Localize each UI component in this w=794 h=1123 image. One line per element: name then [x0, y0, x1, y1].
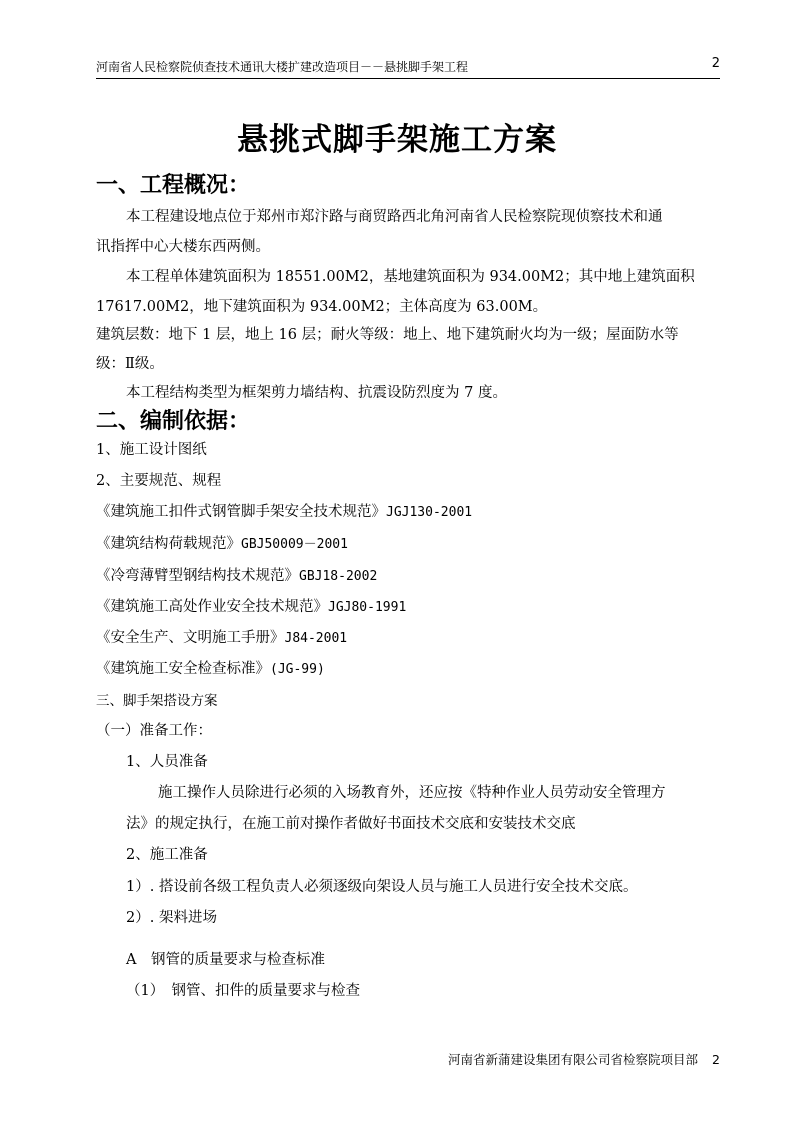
footer-page-number: 2	[712, 1052, 720, 1067]
list-item: 1）. 搭设前各级工程负责人必须逐级向架设人员与施工人员进行安全技术交底。	[126, 879, 638, 895]
paragraph-line: 本工程单体建筑面积为 18551.00M2，基地建筑面积为 934.00M2；其中地上建筑面积	[126, 269, 695, 285]
section-heading-2: 二、编制依据：	[96, 409, 251, 434]
section-heading-3: 三、脚手架搭设方案	[96, 693, 218, 709]
subsection-heading: （一）准备工作：	[96, 723, 212, 739]
header-page-number: 2	[711, 56, 720, 71]
spec-item	[96, 500, 472, 521]
spec-item	[96, 595, 406, 616]
paragraph-line: 施工操作人员除进行必须的入场教育外，还应按《特种作业人员劳动安全管理方	[158, 785, 666, 801]
paragraph-line: 讯指挥中心大楼东西两侧。	[96, 239, 270, 255]
list-item: 1、人员准备	[126, 754, 208, 770]
header-title: 河南省人民检察院侦查技术通讯大楼扩建改造项目－－悬挑脚手架工程	[96, 60, 469, 74]
spec-code: JGJ130-2001	[386, 505, 473, 520]
paragraph-line: 建筑层数：地下 1 层，地上 16 层；耐火等级：地上、地下建筑耐火均为一级；屋面防水等	[96, 327, 679, 343]
footer-company: 河南省新蒲建设集团有限公司省检察院项目部	[448, 1052, 699, 1067]
spec-item	[96, 626, 347, 647]
list-item: 1、施工设计图纸	[96, 442, 207, 458]
spec-code: (JG-99)	[270, 662, 325, 677]
page-header	[96, 56, 720, 79]
section-heading-1: 一、工程概况：	[96, 173, 251, 198]
spec-name: 《建筑施工安全检查标准》	[96, 661, 270, 677]
page-footer	[448, 1050, 720, 1068]
paragraph-line: 本工程结构类型为框架剪力墙结构、抗震设防烈度为 7 度。	[126, 385, 507, 401]
spec-item	[96, 564, 377, 585]
spec-code: GBJ18-2002	[299, 569, 378, 584]
list-item: A 钢管的质量要求与检查标准	[126, 952, 325, 968]
spec-code: J84-2001	[284, 631, 348, 646]
spec-name: 《安全生产、文明施工手册》	[96, 630, 285, 646]
spec-code: GBJ50009－2001	[241, 537, 348, 552]
document-title: 悬挑式脚手架施工方案	[237, 122, 557, 158]
spec-item	[96, 532, 348, 553]
list-item: 2、施工准备	[126, 847, 208, 863]
spec-code: JGJ80-1991	[328, 600, 407, 615]
list-item: 2）. 架料进场	[126, 910, 217, 926]
spec-item	[96, 657, 325, 678]
paragraph-line: 本工程建设地点位于郑州市郑汴路与商贸路西北角河南省人民检察院现侦察技术和通	[126, 209, 663, 225]
list-item: 2、主要规范、规程	[96, 473, 222, 489]
paragraph-line: 级：Ⅱ级。	[96, 356, 164, 372]
spec-name: 《冷弯薄臂型钢结构技术规范》	[96, 568, 299, 584]
spec-name: 《建筑施工高处作业安全技术规范》	[96, 599, 328, 615]
paragraph-line: 17617.00M2，地下建筑面积为 934.00M2；主体高度为 63.00M。	[96, 299, 548, 315]
list-item: （1） 钢管、扣件的质量要求与检查	[126, 983, 360, 999]
spec-name: 《建筑施工扣件式钢管脚手架安全技术规范》	[96, 504, 386, 520]
spec-name: 《建筑结构荷载规范》	[96, 536, 241, 552]
paragraph-line: 法》的规定执行，在施工前对操作者做好书面技术交底和安装技术交底	[126, 816, 576, 832]
